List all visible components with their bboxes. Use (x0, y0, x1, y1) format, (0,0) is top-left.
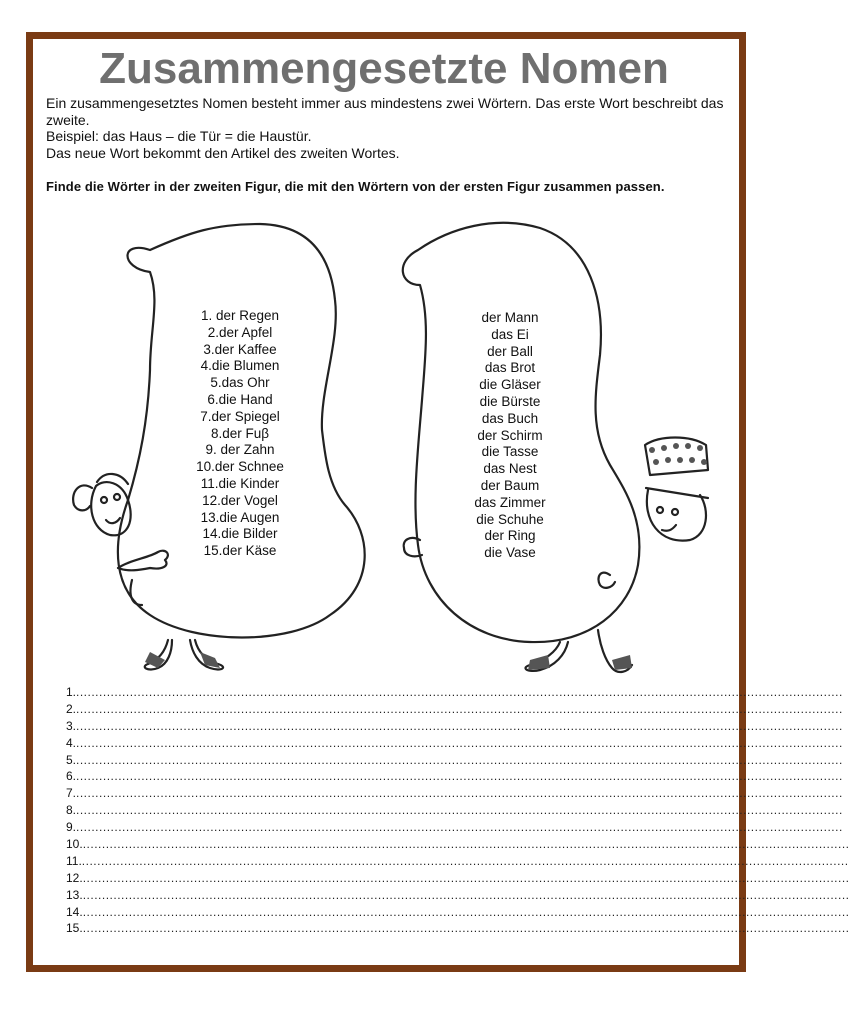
boy-mouth (662, 525, 676, 531)
list-item: das Zimmer (474, 494, 546, 510)
answer-number: 3. (66, 718, 77, 733)
list-item: 4.die Blumen (200, 358, 280, 374)
answer-number: 14. (66, 904, 83, 919)
answer-line[interactable] (66, 887, 849, 904)
list-item: 15.der Käse (203, 543, 277, 559)
answer-number: 10. (66, 837, 83, 852)
answer-number: 6. (66, 769, 77, 784)
answer-line[interactable] (66, 785, 843, 802)
list-item: 2.der Apfel (207, 324, 273, 340)
list-item: die Bürste (479, 393, 541, 409)
answer-blank[interactable]: ........................................................................................................................................................................................................ (82, 921, 849, 936)
list-item: 9. der Zahn (205, 442, 275, 458)
answer-line[interactable] (66, 920, 849, 937)
answer-blank[interactable]: ........................................................................................................................................................................................................ (76, 718, 843, 733)
left-hand (118, 551, 168, 571)
answer-line[interactable] (66, 904, 849, 921)
answer-lines (66, 684, 849, 937)
list-item: 12.der Vogel (202, 492, 278, 508)
list-item: 6.die Hand (207, 391, 273, 407)
list-item: 10.der Schnee (196, 459, 284, 475)
answer-number: 7. (66, 786, 77, 801)
intro-article-rule: Das neue Wort bekommt den Artikel des zweiten Wortes. (46, 144, 400, 161)
answer-line[interactable] (66, 752, 843, 769)
answer-number: 5. (66, 752, 77, 767)
girl-eye-left (101, 497, 107, 503)
girl-eye-right (114, 494, 120, 500)
list-item: das Buch (481, 410, 539, 426)
answer-blank[interactable]: ........................................................................................................................................................................................................ (76, 769, 843, 784)
answer-blank[interactable]: ........................................................................................................................................................................................................ (81, 853, 849, 868)
boy-hat-brim (646, 488, 708, 498)
answer-line[interactable] (66, 684, 843, 701)
list-item: 3.der Kaffee (203, 341, 277, 357)
answer-number: 9. (66, 820, 77, 835)
intro-definition: Ein zusammengesetztes Nomen besteht immer aus mindestens zwei Wörtern. Das erste Wort beschreibt das zweite. (46, 95, 724, 128)
answer-number: 8. (66, 803, 77, 818)
list-item: der Ring (484, 528, 536, 544)
list-item: 5.das Ohr (210, 375, 270, 391)
list-item: 7.der Spiegel (200, 408, 280, 424)
answer-number: 2. (66, 701, 77, 716)
answer-number: 13. (66, 887, 83, 902)
answer-blank[interactable]: ........................................................................................................................................................................................................ (76, 803, 843, 818)
list-item: die Schuhe (476, 511, 544, 527)
answer-blank[interactable]: ........................................................................................................................................................................................................ (76, 735, 843, 750)
answer-blank[interactable]: ........................................................................................................................................................................................................ (76, 786, 843, 801)
answer-line[interactable] (66, 768, 843, 785)
answer-number: 11. (66, 853, 82, 868)
answer-line[interactable] (66, 802, 843, 819)
answer-blank[interactable]: ........................................................................................................................................................................................................ (82, 887, 849, 902)
answer-blank[interactable]: ........................................................................................................................................................................................................ (76, 820, 843, 835)
page-title: Zusammengesetzte Nomen (99, 44, 669, 93)
answer-line[interactable] (66, 701, 843, 718)
task-instruction: Finde die Wörter in der zweiten Figur, die mit den Wörtern von der ersten Figur zusammen passen. (46, 179, 665, 194)
girl-hair (73, 474, 128, 510)
answer-line[interactable] (66, 718, 843, 735)
answer-blank[interactable]: ........................................................................................................................................................................................................ (82, 837, 849, 852)
intro-example: Beispiel: das Haus – die Tür = die Haustür. (46, 128, 312, 144)
list-item: 8.der Fuβ (210, 425, 270, 441)
girl-mouth (106, 518, 120, 523)
answer-blank[interactable]: ........................................................................................................................................................................................................ (76, 752, 843, 767)
answer-blank[interactable]: ........................................................................................................................................................................................................ (76, 685, 843, 699)
list-item: 13.die Augen (200, 509, 280, 525)
list-item: die Gläser (479, 377, 541, 393)
right-figure-word-list (445, 310, 575, 562)
list-item: der Schirm (477, 427, 543, 443)
list-item: 11.die Kinder (200, 475, 280, 491)
right-hand-right (598, 573, 615, 588)
list-item: die Vase (484, 545, 536, 561)
boy-eye-left (657, 507, 663, 513)
answer-number: 1. (66, 685, 77, 699)
answer-number: 4. (66, 735, 77, 750)
list-item: der Baum (480, 477, 540, 493)
answer-blank[interactable]: ........................................................................................................................................................................................................ (82, 870, 849, 885)
answer-line[interactable] (66, 853, 849, 870)
left-tail (130, 580, 142, 605)
left-figure-word-list (175, 308, 305, 560)
answer-line[interactable] (66, 870, 849, 887)
list-item: die Tasse (481, 444, 539, 460)
answer-number: 12. (66, 870, 83, 885)
list-item: das Ei (491, 326, 529, 342)
answer-line[interactable] (66, 735, 843, 752)
answer-blank[interactable]: ........................................................................................................................................................................................................ (82, 904, 849, 919)
list-item: der Ball (487, 343, 533, 359)
list-item: das Brot (484, 360, 536, 376)
list-item: das Nest (483, 461, 537, 477)
answer-line[interactable] (66, 819, 843, 836)
list-item: 1. der Regen (200, 308, 280, 323)
answer-number: 15. (66, 921, 83, 936)
answer-blank[interactable]: ........................................................................................................................................................................................................ (76, 701, 843, 716)
answer-line[interactable] (66, 836, 849, 853)
list-item: 14.die Bilder (202, 526, 278, 542)
boy-eye-right (672, 509, 678, 515)
list-item: der Mann (481, 310, 539, 325)
